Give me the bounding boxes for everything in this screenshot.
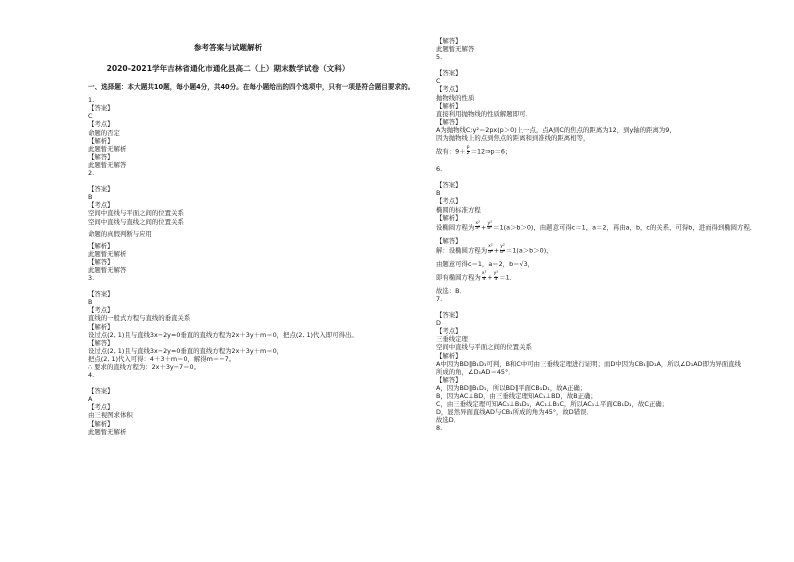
solution-text: 把点(2, 1)代入可得：4＋3＋m＝0，解得m＝−7。 bbox=[88, 354, 236, 363]
question-number: 1. bbox=[88, 96, 95, 105]
solution-text: ∴ 要求的直线方程为：2x＋3y−7＝0。 bbox=[88, 363, 200, 371]
question-number: 2. bbox=[88, 169, 95, 178]
answer-value: B bbox=[88, 298, 93, 307]
solution-text: 即有椭圆方程为 $\frac{\text{x²}}{4}$ + $\frac{\text{y²}}{3}$ ＝1． bbox=[436, 270, 517, 282]
question-4 bbox=[88, 379, 428, 436]
solution-text: C，由三垂线定理可知AC₁⊥B₁D₁，AC₁⊥B₁C，所以AC₁⊥平面CB₁D₁，故C正确； bbox=[436, 400, 669, 409]
solution-text: 此题暂无解答 bbox=[436, 45, 475, 54]
knowledge-tag: 【考点】 bbox=[436, 85, 462, 94]
solution-tag: 【解答】 bbox=[436, 236, 462, 245]
fraction: $\frac{p}{2}$ bbox=[466, 145, 470, 156]
page-title: 参考答案与试题解析 bbox=[193, 43, 263, 52]
knowledge-point: 空间中直线与平面之间的位置关系 bbox=[88, 209, 184, 218]
section-heading: 一、选择题：本大题共10题，每小题4分，共40分。在每小题给出的四个选项中，只有一项是符合题目要求的。 bbox=[88, 83, 415, 92]
question-1 bbox=[88, 96, 428, 169]
answer-value: C bbox=[88, 112, 93, 121]
answer-value: B bbox=[436, 189, 441, 198]
analysis-text: 此题暂无解析 bbox=[88, 249, 127, 258]
question-number: 4. bbox=[88, 371, 95, 380]
answer-tag: 【答案】 bbox=[88, 104, 114, 113]
question-number: 7. bbox=[436, 294, 443, 303]
answer-tag: 【答案】 bbox=[436, 181, 462, 190]
question-3 bbox=[88, 274, 428, 379]
answer-tag: 【答案】 bbox=[436, 311, 462, 320]
knowledge-tag: 【考点】 bbox=[436, 327, 462, 336]
solution-formula: 故有：9＋ $\frac{p}{2}$ ＝12⇒p＝6； bbox=[436, 145, 512, 156]
knowledge-point: 命题的真假判断与应用 bbox=[88, 229, 152, 238]
solution-tag: 【解答】 bbox=[436, 117, 462, 126]
question-number: 5. bbox=[436, 53, 443, 62]
question-7 bbox=[436, 303, 776, 432]
question-2 bbox=[88, 169, 428, 274]
knowledge-tag: 【考点】 bbox=[436, 197, 462, 206]
analysis-tag: 【解析】 bbox=[88, 419, 114, 428]
question-6 bbox=[436, 173, 776, 303]
answer-value: B bbox=[88, 193, 93, 202]
question-4-solution bbox=[436, 37, 776, 61]
knowledge-tag: 【考点】 bbox=[88, 120, 114, 129]
analysis-tag: 【解析】 bbox=[436, 351, 462, 360]
knowledge-tag: 【考点】 bbox=[88, 403, 114, 412]
left-column bbox=[88, 0, 428, 436]
analysis-text: 所成的角，∠D₁AD＝45°． bbox=[436, 367, 515, 376]
analysis-tag: 【解析】 bbox=[436, 101, 462, 110]
knowledge-point: 椭圆的标准方程 bbox=[436, 205, 481, 214]
answer-tag: 【答案】 bbox=[88, 290, 114, 299]
exam-subtitle: 2020-2021学年吉林省通化市通化县高二（上）期末数学试卷（文科） bbox=[106, 64, 350, 74]
answer-value: C bbox=[436, 77, 441, 86]
analysis-text: 设椭圆方程为 $\frac{\text{x²}}{\text{a²}}$ + $\frac{\text{y²}}{\text{b²}}$ ＝1(a＞b＞0)，由题意可得c＝1，a＝2，再由a，b，c的关系，可得b，进而得到椭圆方程． bbox=[436, 220, 757, 232]
analysis-text: 直接利用抛物线的性质解题即可． bbox=[436, 109, 532, 118]
analysis-text: A中因为BD∥B₁D₁可判，B和C中可由三垂线定理进行证明；而D中因为CB₁∥D₁A，所以∠D₁AD即为异面直线 bbox=[436, 359, 741, 368]
knowledge-tag: 【考点】 bbox=[88, 201, 114, 210]
knowledge-point: 直线的一般式方程与直线的垂直关系 bbox=[88, 314, 191, 323]
solution-text: A为抛物线C:y²＝2px(p＞0)上一点，点A到C的焦点的距离为12，到y轴的距离为9， bbox=[436, 125, 676, 134]
solution-tag: 【解答】 bbox=[88, 152, 114, 161]
solution-text: 此题暂无解答 bbox=[88, 265, 127, 274]
knowledge-point: 抛物线的性质 bbox=[436, 93, 475, 102]
answer-value: A bbox=[88, 395, 93, 404]
question-number: 8. bbox=[436, 424, 443, 433]
solution-text: B，因为AC⊥BD，由三垂线定理知AC₁⊥BD，故B正确； bbox=[436, 392, 597, 400]
solution-tag: 【解答】 bbox=[436, 37, 462, 45]
solution-text: 解：设椭圆方程为 $\frac{\text{x²}}{\text{a²}}$ + $\frac{\text{y²}}{\text{b²}}$ ＝1(a＞b＞0)， bbox=[436, 243, 553, 255]
knowledge-point: 空间中直线与直线之间的位置关系 bbox=[88, 217, 184, 226]
analysis-text: 此题暂无解析 bbox=[88, 144, 127, 153]
solution-text: 因为抛物线上的点到焦点的距离和到准线的距离相等， bbox=[436, 134, 590, 143]
solution-text: A，因为BD∥B₁D₁，所以BD∥平面CB₁D₁，故A正确； bbox=[436, 383, 587, 392]
analysis-tag: 【解析】 bbox=[88, 241, 114, 250]
answer-tag: 【答案】 bbox=[88, 185, 114, 194]
analysis-tag: 【解析】 bbox=[88, 136, 114, 145]
answer-value: D bbox=[436, 319, 441, 328]
solution-tag: 【解答】 bbox=[88, 257, 114, 266]
knowledge-tag: 【考点】 bbox=[88, 306, 114, 315]
analysis-tag: 【解析】 bbox=[436, 213, 462, 222]
question-number: 3. bbox=[88, 274, 95, 283]
solution-text: 此题暂无解答 bbox=[88, 160, 127, 169]
knowledge-point: 命题的否定 bbox=[88, 128, 120, 137]
question-number: 6. bbox=[436, 165, 443, 174]
answer-tag: 【答案】 bbox=[88, 387, 114, 396]
solution-text: 设过点(2, 1)且与直线3x−2y=0垂直的直线方程为2x＋3y＋m＝0， bbox=[88, 346, 284, 355]
solution-text: 故选：B． bbox=[436, 286, 466, 295]
knowledge-point: 由三视图求体积 bbox=[88, 411, 133, 420]
knowledge-point: 三垂线定理 bbox=[436, 335, 468, 344]
knowledge-point: 空间中直线与平面之间的位置关系 bbox=[436, 343, 532, 352]
answer-tag: 【答案】 bbox=[436, 69, 462, 78]
analysis-text: 此题暂无解析 bbox=[88, 427, 127, 436]
solution-tag: 【解答】 bbox=[88, 338, 114, 347]
solution-text: D，显然异面直线AD与CB₁所成的角为45°，故D错误． bbox=[436, 408, 593, 417]
question-5 bbox=[436, 61, 776, 173]
analysis-text: 设过点(2, 1)且与直线3x−2y=0垂直的直线方程为2x＋3y＋m＝0，把点(2, 1)代入即可得出。 bbox=[88, 330, 358, 339]
solution-tag: 【解答】 bbox=[436, 375, 462, 384]
solution-text: 故选D． bbox=[436, 416, 461, 425]
solution-text: 由题意可得c＝1，a＝2，b＝√3， bbox=[436, 259, 535, 268]
right-column bbox=[436, 0, 776, 432]
analysis-tag: 【解析】 bbox=[88, 322, 114, 331]
